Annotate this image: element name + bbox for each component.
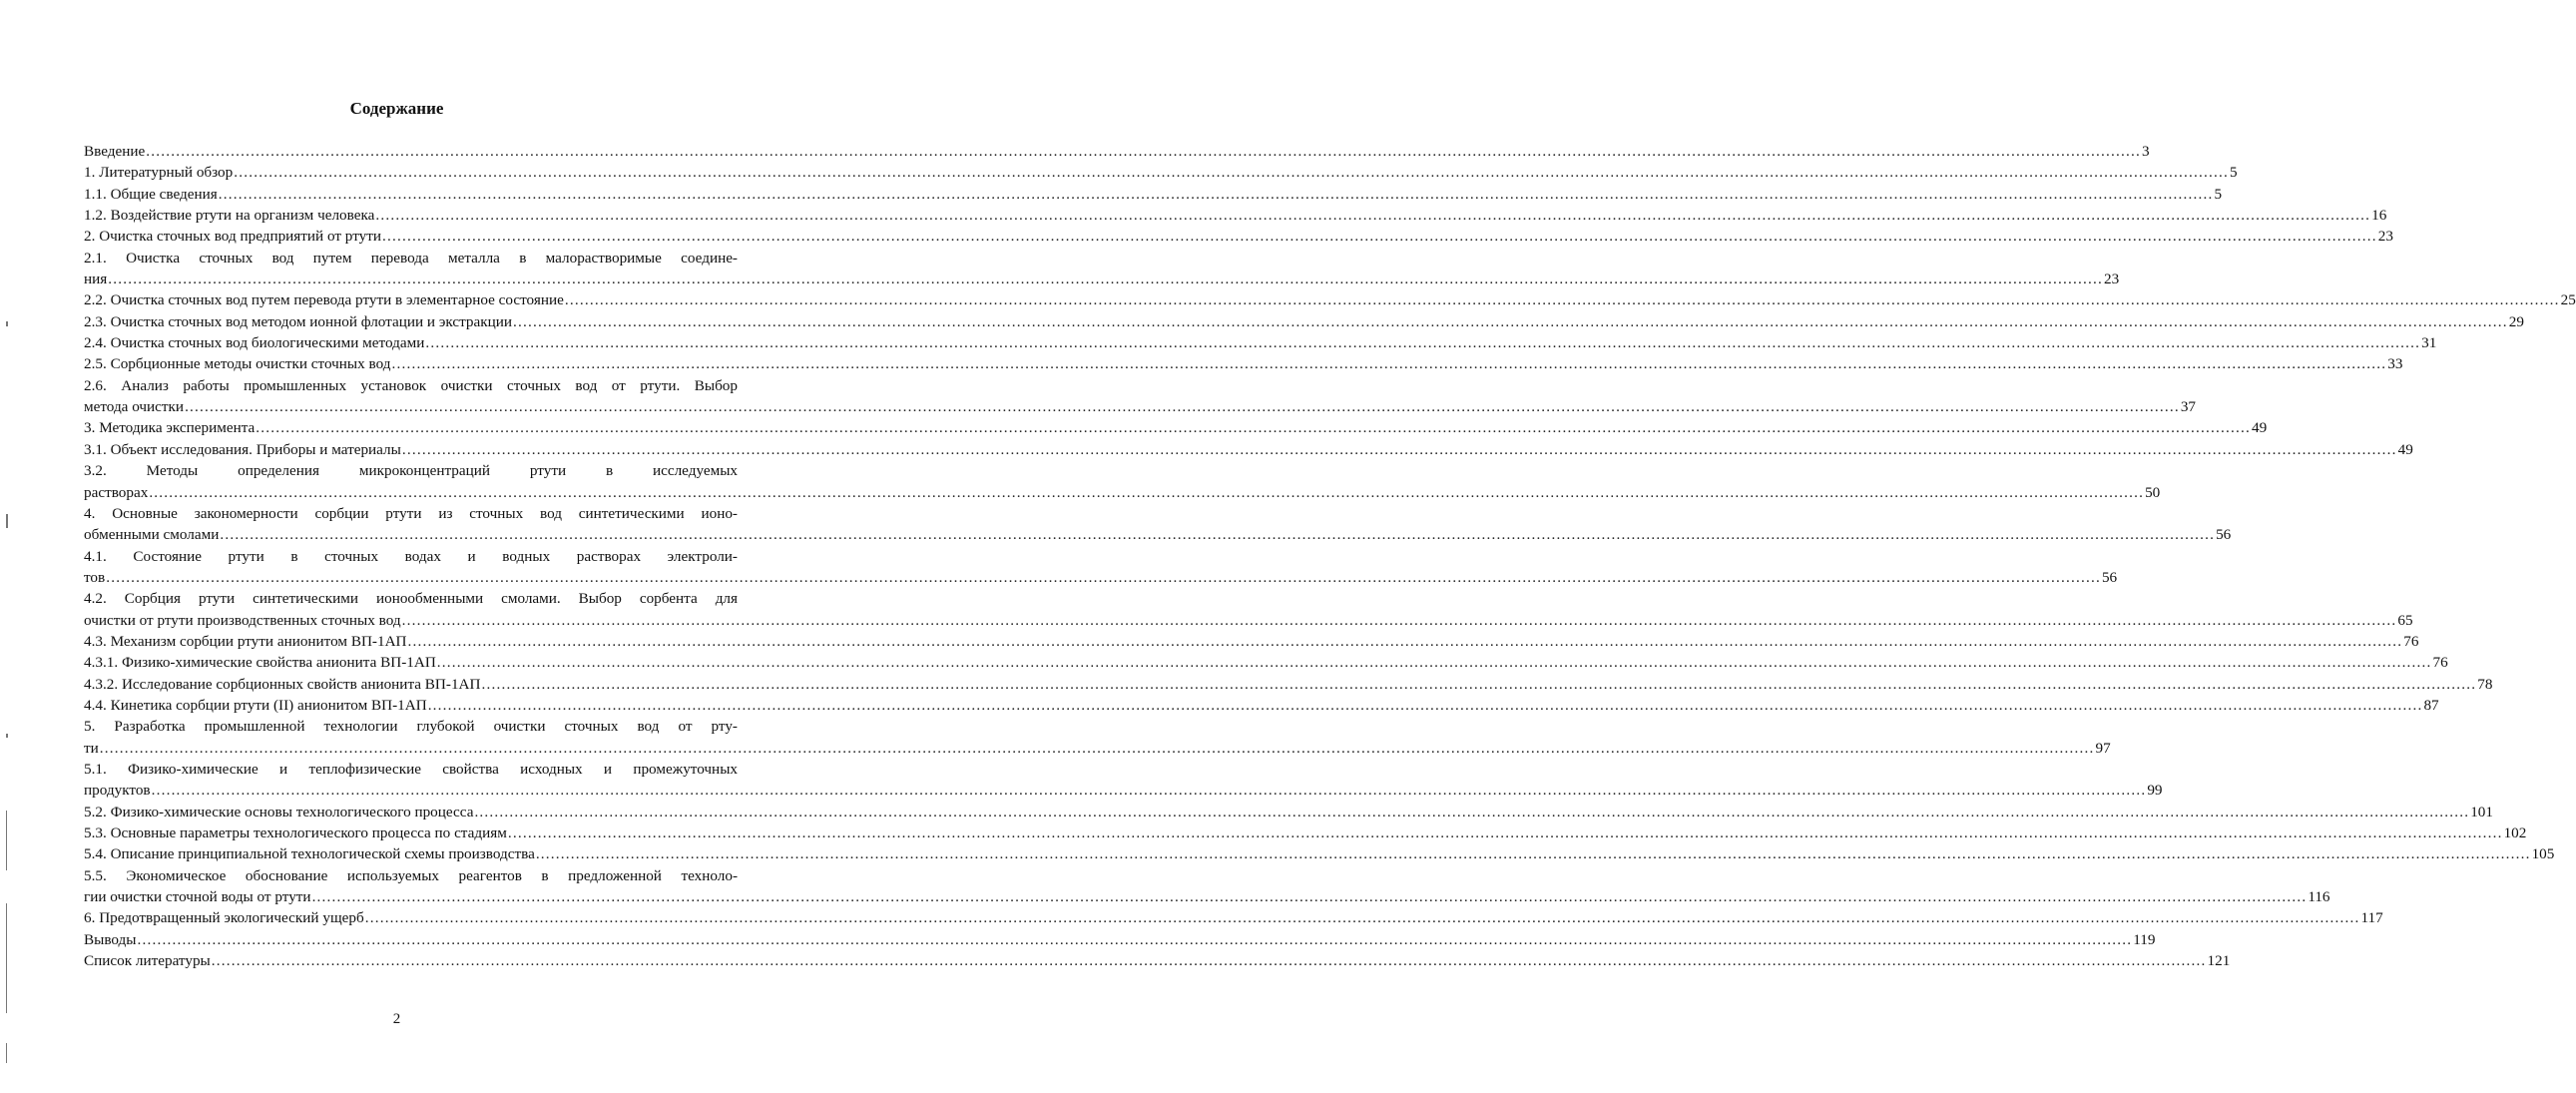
toc-entry — [84, 482, 2161, 503]
toc-entry-label: 2.5. Сорбционные методы очистки сточных вод — [84, 355, 391, 373]
toc-entry-page: 101 — [2470, 803, 2493, 820]
toc-entry-line1: 4.1. Состояние ртути в сточных водах и водных растворах электроли- — [84, 547, 738, 565]
toc-entry-label: 4.3.2. Исследование сорбционных свойств анионита ВП-1АП — [84, 675, 481, 693]
toc-entry — [84, 184, 2223, 205]
toc-entry-page: 3 — [2141, 143, 2150, 160]
toc-entry — [84, 950, 2231, 971]
toc-entry — [84, 162, 2238, 183]
toc-entry-line1: 4.2. Сорбция ртути синтетическими ионообменными смолами. Выбор сорбента для — [84, 590, 738, 608]
toc-dot-leader: ................................................................................................................................................................................................................................................................................................................................................................................................................ — [256, 419, 2252, 437]
toc-entry — [84, 226, 2393, 247]
toc-entry — [84, 886, 2330, 907]
toc-dot-leader: ................................................................................................................................................................................................................................................................................................................................................................................................................ — [535, 845, 2531, 863]
toc-entry-page: 121 — [2207, 952, 2231, 970]
toc-dot-leader: ................................................................................................................................................................................................................................................................................................................................................................................................................ — [436, 654, 2432, 672]
toc-entry-label: 3. Методика эксперимента — [84, 419, 256, 437]
toc-dot-leader: ................................................................................................................................................................................................................................................................................................................................................................................................................ — [364, 909, 2360, 927]
toc-entry-label: растворах — [84, 483, 149, 501]
toc-dot-leader: ................................................................................................................................................................................................................................................................................................................................................................................................................ — [106, 568, 2101, 586]
toc-entry — [84, 802, 2493, 822]
toc-dot-leader: ................................................................................................................................................................................................................................................................................................................................................................................................................ — [137, 930, 2133, 948]
toc-entry-page: 56 — [2101, 568, 2118, 586]
toc-entry-page: 76 — [2403, 632, 2419, 650]
toc-entry — [84, 929, 2156, 950]
toc-entry — [84, 631, 2419, 652]
toc-entry-page: 56 — [2216, 526, 2232, 544]
toc-entry — [84, 907, 2383, 928]
toc-entry — [84, 738, 2111, 759]
toc-entry — [84, 695, 2439, 716]
toc-entry-page: 87 — [2423, 696, 2439, 714]
toc-entry-page: 23 — [2104, 271, 2120, 288]
toc-entry — [84, 205, 2387, 226]
toc-entry-page: 50 — [2145, 483, 2161, 501]
toc-entry-label: обменными смолами — [84, 526, 220, 544]
toc-entry-label: Выводы — [84, 930, 137, 948]
toc-dot-leader: ................................................................................................................................................................................................................................................................................................................................................................................................................ — [185, 398, 2180, 416]
toc-entry — [84, 567, 2118, 588]
toc-entry-page: 5 — [2214, 185, 2223, 203]
toc-entry-page: 116 — [2308, 888, 2330, 906]
toc-entry-label: 2.2. Очистка сточных вод путем перевода ртути в элементарное состояние — [84, 291, 564, 309]
toc-entry-page: 117 — [2360, 909, 2383, 927]
toc-dot-leader: ................................................................................................................................................................................................................................................................................................................................................................................................................ — [375, 207, 2371, 225]
toc-entry-page: 119 — [2133, 930, 2156, 948]
toc-entry-label: 2. Очистка сточных вод предприятий от ртути — [84, 228, 382, 246]
toc-entry — [84, 396, 2196, 417]
toc-entry-label: Список литературы — [84, 952, 211, 970]
toc-entry — [84, 269, 2120, 289]
toc-entry-page: 76 — [2432, 654, 2448, 672]
toc-entry-page: 99 — [2147, 782, 2163, 800]
toc-entry-page: 23 — [2377, 228, 2393, 246]
toc-entry — [84, 141, 2150, 162]
toc-entry-label: 2.4. Очистка сточных вод биологическими методами — [84, 334, 425, 352]
toc-entry-page: 5 — [2230, 164, 2238, 182]
toc-entry-label: 1.1. Общие сведения — [84, 185, 218, 203]
toc-entry-line1: 2.6. Анализ работы промышленных установок очистки сточных вод от ртути. Выбор — [84, 376, 738, 394]
toc-entry-label: 3.1. Объект исследования. Приборы и материалы — [84, 440, 401, 458]
toc-entry-page: 105 — [2531, 845, 2555, 863]
toc-dot-leader: ................................................................................................................................................................................................................................................................................................................................................................................................................ — [564, 291, 2560, 309]
toc-entry-label: 4.4. Кинетика сорбции ртути (II) анионитом ВП-1АП — [84, 696, 427, 714]
toc-entry-page: 97 — [2095, 739, 2111, 757]
toc-entry — [84, 610, 2413, 631]
toc-entry — [84, 439, 2413, 460]
toc-entry-line1: 5. Разработка промышленной технологии глубокой очистки сточных вод от рту- — [84, 718, 738, 736]
toc-dot-leader: ................................................................................................................................................................................................................................................................................................................................................................................................................ — [234, 164, 2229, 182]
page-title: Содержание — [349, 99, 444, 118]
toc-dot-leader: ................................................................................................................................................................................................................................................................................................................................................................................................................ — [382, 228, 2377, 246]
toc-dot-leader: ................................................................................................................................................................................................................................................................................................................................................................................................................ — [401, 440, 2397, 458]
toc-dot-leader: ................................................................................................................................................................................................................................................................................................................................................................................................................ — [149, 483, 2145, 501]
toc-entry-line1: 2.1. Очистка сточных вод путем перевода металла в малорастворимые соедине- — [84, 249, 738, 267]
toc-entry — [84, 780, 2163, 801]
toc-dot-leader: ................................................................................................................................................................................................................................................................................................................................................................................................................ — [401, 611, 2397, 629]
toc-entry-label: 4.3.1. Физико-химические свойства анионита ВП-1АП — [84, 654, 436, 672]
toc-entry — [84, 822, 2527, 843]
table-of-contents — [84, 141, 2576, 971]
toc-dot-leader: ................................................................................................................................................................................................................................................................................................................................................................................................................ — [218, 185, 2214, 203]
toc-dot-leader: ................................................................................................................................................................................................................................................................................................................................................................................................................ — [427, 696, 2423, 714]
toc-entry-label: гии очистки сточной воды от ртути — [84, 888, 311, 906]
toc-entry-page: 102 — [2503, 824, 2527, 841]
toc-entry — [84, 353, 2403, 374]
toc-entry — [84, 652, 2448, 673]
toc-entry-page: 49 — [2397, 440, 2413, 458]
toc-entry-label: 4.3. Механизм сорбции ртути анионитом ВП-1АП — [84, 632, 407, 650]
toc-entry-label: 1. Литературный обзор — [84, 164, 234, 182]
toc-entry-label: 5.4. Описание принципиальной технологической схемы производства — [84, 845, 535, 863]
toc-entry-label: 6. Предотвращенный экологический ущерб — [84, 909, 364, 927]
toc-dot-leader: ................................................................................................................................................................................................................................................................................................................................................................................................................ — [211, 952, 2207, 970]
toc-dot-leader: ................................................................................................................................................................................................................................................................................................................................................................................................................ — [220, 526, 2216, 544]
toc-entry-line1: 3.2. Методы определения микроконцентраций ртути в исследуемых — [84, 462, 738, 480]
toc-dot-leader: ................................................................................................................................................................................................................................................................................................................................................................................................................ — [481, 675, 2477, 693]
toc-dot-leader: ................................................................................................................................................................................................................................................................................................................................................................................................................ — [507, 824, 2503, 841]
toc-entry-page: 49 — [2252, 419, 2268, 437]
toc-entry-page: 16 — [2371, 207, 2387, 225]
toc-entry — [84, 311, 2524, 332]
scan-edge-marks — [0, 0, 20, 1093]
toc-entry-label: 2.3. Очистка сточных вод методом ионной флотации и экстракции — [84, 312, 513, 330]
toc-dot-leader: ................................................................................................................................................................................................................................................................................................................................................................................................................ — [151, 782, 2147, 800]
toc-entry-label: продуктов — [84, 782, 151, 800]
toc-entry-line1: 5.5. Экономическое обоснование используемых реагентов в предложенной техноло- — [84, 866, 738, 884]
toc-entry-label: Введение — [84, 143, 146, 160]
toc-dot-leader: ................................................................................................................................................................................................................................................................................................................................................................................................................ — [474, 803, 2470, 820]
toc-entry-page: 33 — [2387, 355, 2403, 373]
toc-entry-label: метода очистки — [84, 398, 185, 416]
toc-entry-label: тов — [84, 568, 106, 586]
toc-entry — [84, 289, 2576, 310]
toc-entry — [84, 417, 2268, 438]
page-number: 2 — [392, 1011, 401, 1027]
toc-entry-line1: 4. Основные закономерности сорбции ртути из сточных вод синтетическими ионо- — [84, 504, 738, 522]
toc-dot-leader: ................................................................................................................................................................................................................................................................................................................................................................................................................ — [146, 143, 2141, 160]
toc-entry-label: 5.2. Физико-химические основы технологического процесса — [84, 803, 474, 820]
toc-entry-page: 65 — [2397, 611, 2413, 629]
toc-entry-line1: 5.1. Физико-химические и теплофизические свойства исходных и промежуточных — [84, 760, 738, 778]
toc-entry-page: 31 — [2421, 334, 2437, 352]
toc-entry-label: ния — [84, 271, 108, 288]
toc-entry-page: 78 — [2477, 675, 2493, 693]
toc-entry-label: 5.3. Основные параметры технологического процесса по стадиям — [84, 824, 507, 841]
toc-dot-leader: ................................................................................................................................................................................................................................................................................................................................................................................................................ — [311, 888, 2308, 906]
toc-entry-label: ти — [84, 739, 99, 757]
toc-entry-label: 1.2. Воздействие ртути на организм человека — [84, 207, 375, 225]
toc-entry — [84, 674, 2493, 695]
toc-entry-label: очистки от ртути производственных сточных вод — [84, 611, 401, 629]
toc-entry-page: 25 — [2560, 291, 2576, 309]
toc-dot-leader: ................................................................................................................................................................................................................................................................................................................................................................................................................ — [425, 334, 2421, 352]
toc-entry — [84, 843, 2555, 864]
toc-dot-leader: ................................................................................................................................................................................................................................................................................................................................................................................................................ — [407, 632, 2403, 650]
toc-dot-leader: ................................................................................................................................................................................................................................................................................................................................................................................................................ — [391, 355, 2387, 373]
toc-entry-page: 29 — [2508, 312, 2524, 330]
toc-dot-leader: ................................................................................................................................................................................................................................................................................................................................................................................................................ — [108, 271, 2103, 288]
toc-dot-leader: ................................................................................................................................................................................................................................................................................................................................................................................................................ — [99, 739, 2095, 757]
toc-entry-page: 37 — [2180, 398, 2196, 416]
toc-entry — [84, 524, 2232, 545]
toc-dot-leader: ................................................................................................................................................................................................................................................................................................................................................................................................................ — [513, 312, 2508, 330]
toc-entry — [84, 332, 2437, 353]
